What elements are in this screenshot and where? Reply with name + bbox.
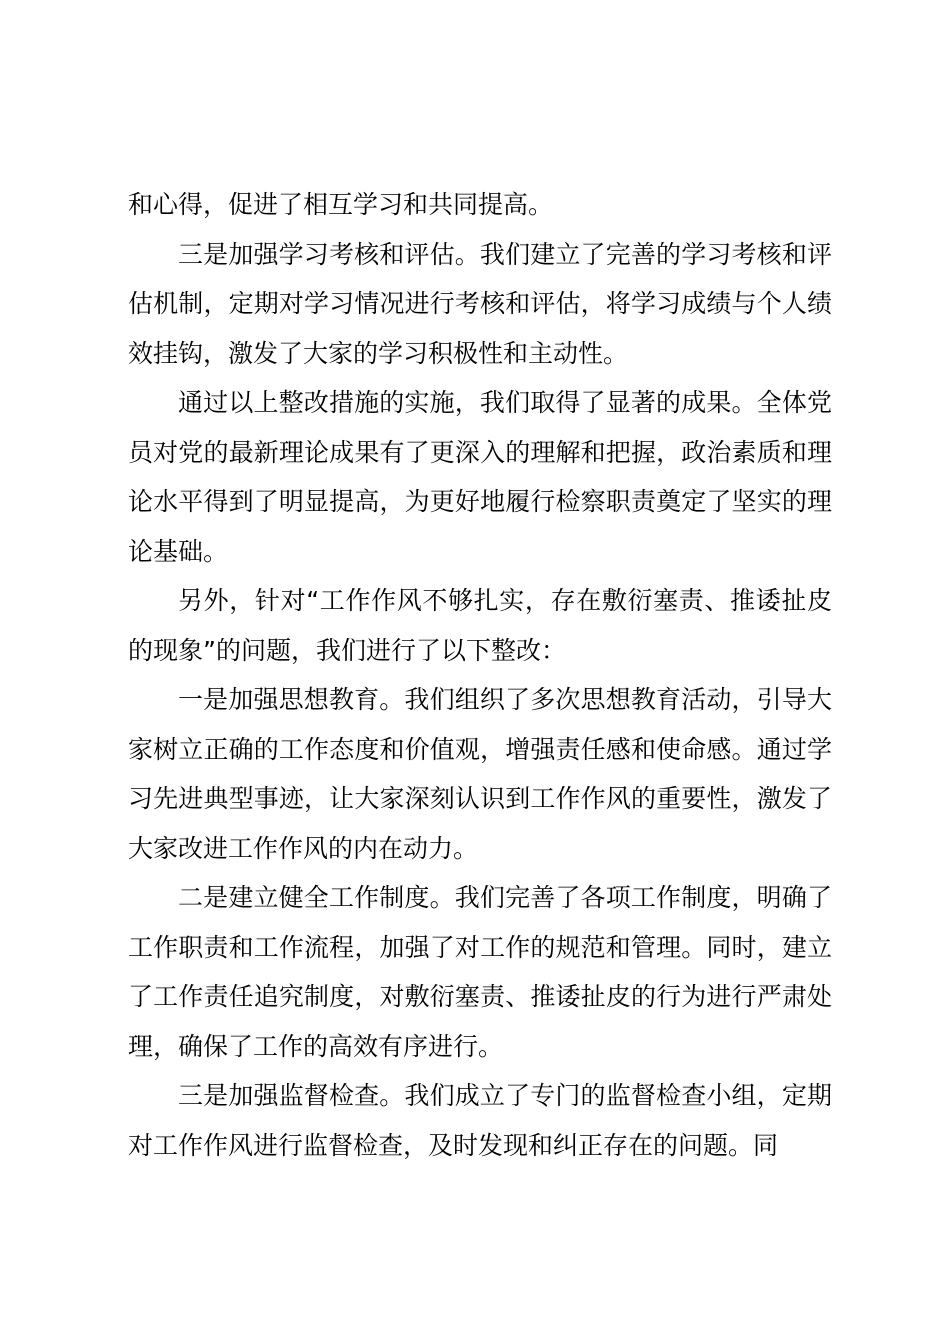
paragraph-4: 另外，针对“工作作风不够扎实，存在敷衍塞责、推诿扯皮的现象”的问题，我们进行了以下整改：: [128, 586, 832, 665]
document-body: [128, 180, 832, 1170]
paragraph-7: 三是加强监督检查。我们成立了专门的监督检查小组，定期对工作作风进行监督检查，及时发现和纠正存在的问题。同: [128, 1081, 832, 1160]
paragraph-6: 二是建立健全工作制度。我们完善了各项工作制度，明确了工作职责和工作流程，加强了对工作的规范和管理。同时，建立了工作责任追究制度，对敷衍塞责、推诿扯皮的行为进行严肃处理，确保了工作的高效有序进行。: [128, 883, 832, 1061]
paragraph-5: 一是加强思想教育。我们组织了多次思想教育活动，引导大家树立正确的工作态度和价值观，增强责任感和使命感。通过学习先进典型事迹，让大家深刻认识到工作作风的重要性，激发了大家改进工作作风的内在动力。: [128, 685, 832, 863]
paragraph-1: 和心得，促进了相互学习和共同提高。: [128, 190, 554, 219]
paragraph-2: 三是加强学习考核和评估。我们建立了完善的学习考核和评估机制，定期对学习情况进行考核和评估，将学习成绩与个人绩效挂钩，激发了大家的学习积极性和主动性。: [128, 239, 832, 368]
paragraph-3: 通过以上整改措施的实施，我们取得了显著的成果。全体党员对党的最新理论成果有了更深入的理解和把握，政治素质和理论水平得到了明显提高，为更好地履行检察职责奠定了坚实的理论基础。: [128, 388, 832, 566]
